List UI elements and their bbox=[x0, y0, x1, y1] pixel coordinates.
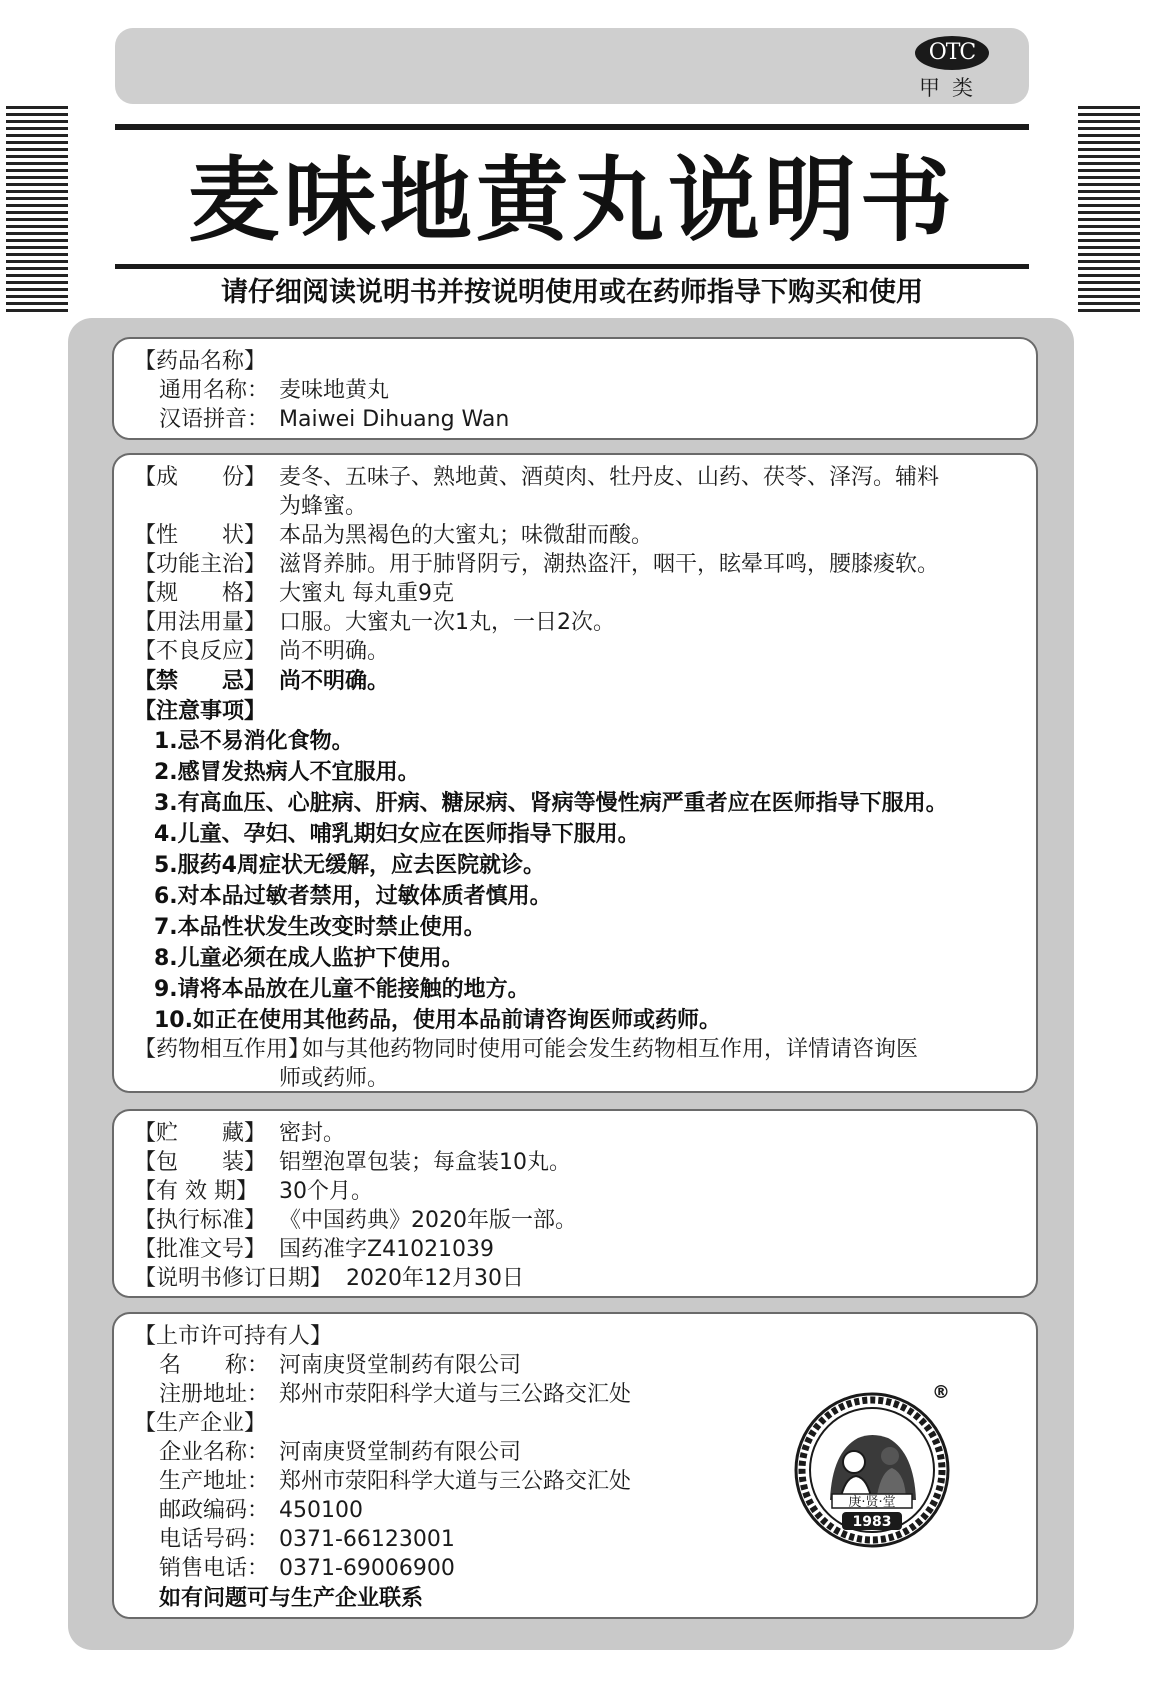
usage-value: 口服。大蜜丸一次1丸，一日2次。 bbox=[279, 610, 615, 635]
interaction-value-line1: 如与其他药物同时使用可能会发生药物相互作用，详情请咨询医 bbox=[302, 1037, 919, 1062]
precaution-item: 7.本品性状发生改变时禁止使用。 bbox=[154, 915, 486, 940]
ingredients-value-line1: 麦冬、五味子、熟地黄、酒萸肉、牡丹皮、山药、茯苓、泽泻。辅料 bbox=[279, 465, 940, 490]
sales-phone-value: 0371-69006900 bbox=[279, 1556, 455, 1581]
ingredients-value-line2: 为蜂蜜。 bbox=[279, 494, 368, 519]
registered-mark: ® bbox=[932, 1382, 950, 1403]
logo-year-text: 1983 bbox=[852, 1514, 892, 1530]
title-bottom-rule bbox=[115, 264, 1029, 269]
postcode-label: 邮政编码： bbox=[159, 1498, 270, 1523]
otc-class-label: 甲类 bbox=[919, 76, 985, 100]
title-top-rule bbox=[115, 124, 1029, 130]
contraindication-value: 尚不明确。 bbox=[279, 669, 390, 694]
storage-box bbox=[112, 1109, 1038, 1298]
pinyin-label: 汉语拼音： bbox=[159, 407, 270, 432]
barcode-right bbox=[1078, 106, 1140, 312]
spec-label: 【规 格】 bbox=[134, 581, 267, 606]
approval-value: 国药准字Z41021039 bbox=[279, 1237, 495, 1262]
common-name-label: 通用名称： bbox=[159, 378, 270, 403]
package-label: 【包 装】 bbox=[134, 1150, 267, 1175]
phone-value: 0371-66123001 bbox=[279, 1527, 455, 1552]
function-value: 滋肾养肺。用于肺肾阴亏，潮热盗汗，咽干，眩晕耳鸣，腰膝痠软。 bbox=[279, 552, 940, 577]
function-label: 【功能主治】 bbox=[134, 552, 267, 577]
page-title: 麦味地黄丸说明书 bbox=[187, 146, 956, 254]
maker-name-label: 企业名称： bbox=[159, 1440, 270, 1465]
interaction-label: 【药物相互作用】 bbox=[134, 1037, 311, 1062]
drug-info-box bbox=[112, 453, 1038, 1093]
precautions-heading: 【注意事项】 bbox=[134, 699, 267, 724]
spec-value: 大蜜丸 每丸重9克 bbox=[279, 581, 454, 606]
standard-value: 《中国药典》2020年版一部。 bbox=[279, 1208, 577, 1233]
precaution-item: 9.请将本品放在儿童不能接触的地方。 bbox=[154, 977, 530, 1002]
logo-brand-text: 庚·贤·堂 bbox=[848, 1495, 896, 1510]
adverse-value: 尚不明确。 bbox=[279, 639, 390, 664]
precaution-item: 8.儿童必须在成人监护下使用。 bbox=[154, 946, 464, 971]
page-subtitle: 请仔细阅读说明书并按说明使用或在药师指导下购买和使用 bbox=[221, 277, 923, 308]
validity-label: 【有 效 期】 bbox=[134, 1179, 258, 1204]
barcode-left bbox=[6, 106, 68, 312]
package-value: 铝塑泡罩包装；每盒装10丸。 bbox=[279, 1150, 571, 1175]
otc-badge: OTC bbox=[915, 36, 989, 70]
postcode-value: 450100 bbox=[279, 1498, 363, 1523]
contact-note: 如有问题可与生产企业联系 bbox=[159, 1586, 424, 1611]
revision-label: 【说明书修订日期】 bbox=[134, 1266, 333, 1291]
approval-label: 【批准文号】 bbox=[134, 1237, 267, 1262]
precaution-item: 3.有高血压、心脏病、肝病、糖尿病、肾病等慢性病严重者应在医师指导下服用。 bbox=[154, 791, 948, 816]
precaution-item: 1.忌不易消化食物。 bbox=[154, 729, 354, 754]
maker-heading: 【生产企业】 bbox=[134, 1411, 267, 1436]
pinyin-value: Maiwei Dihuang Wan bbox=[279, 407, 510, 432]
appearance-value: 本品为黑褐色的大蜜丸；味微甜而酸。 bbox=[279, 523, 654, 548]
adverse-label: 【不良反应】 bbox=[134, 639, 267, 664]
revision-value: 2020年12月30日 bbox=[346, 1266, 524, 1291]
precaution-item: 5.服药4周症状无缓解，应去医院就诊。 bbox=[154, 853, 545, 878]
standard-label: 【执行标准】 bbox=[134, 1208, 267, 1233]
contraindication-label: 【禁 忌】 bbox=[134, 669, 267, 694]
header-band bbox=[115, 28, 1029, 104]
precaution-item: 6.对本品过敏者禁用，过敏体质者慎用。 bbox=[154, 884, 552, 909]
holder-name-value: 河南庚贤堂制药有限公司 bbox=[279, 1353, 522, 1378]
sales-phone-label: 销售电话： bbox=[159, 1556, 270, 1581]
holder-address-label: 注册地址： bbox=[159, 1382, 270, 1407]
interaction-value-line2: 师或药师。 bbox=[279, 1066, 390, 1091]
ingredients-label: 【成 份】 bbox=[134, 465, 267, 490]
maker-address-label: 生产地址： bbox=[159, 1469, 270, 1494]
appearance-label: 【性 状】 bbox=[134, 523, 267, 548]
phone-label: 电话号码： bbox=[159, 1527, 270, 1552]
company-logo-seal bbox=[792, 1390, 952, 1550]
precaution-item: 10.如正在使用其他药品，使用本品前请咨询医师或药师。 bbox=[154, 1008, 721, 1033]
drug-name-box bbox=[112, 337, 1038, 440]
usage-label: 【用法用量】 bbox=[134, 610, 267, 635]
holder-address-value: 郑州市荥阳科学大道与三公路交汇处 bbox=[279, 1382, 632, 1407]
maker-name-value: 河南庚贤堂制药有限公司 bbox=[279, 1440, 522, 1465]
storage-label: 【贮 藏】 bbox=[134, 1121, 267, 1146]
precaution-item: 4.儿童、孕妇、哺乳期妇女应在医师指导下服用。 bbox=[154, 822, 640, 847]
storage-value: 密封。 bbox=[279, 1121, 346, 1146]
validity-value: 30个月。 bbox=[279, 1179, 373, 1204]
precaution-item: 2.感冒发热病人不宜服用。 bbox=[154, 760, 420, 785]
maker-address-value: 郑州市荥阳科学大道与三公路交汇处 bbox=[279, 1469, 632, 1494]
common-name-value: 麦味地黄丸 bbox=[279, 378, 390, 403]
holder-heading: 【上市许可持有人】 bbox=[134, 1324, 333, 1349]
holder-name-label: 名 称： bbox=[159, 1353, 270, 1378]
drug-name-heading: 【药品名称】 bbox=[134, 349, 267, 374]
